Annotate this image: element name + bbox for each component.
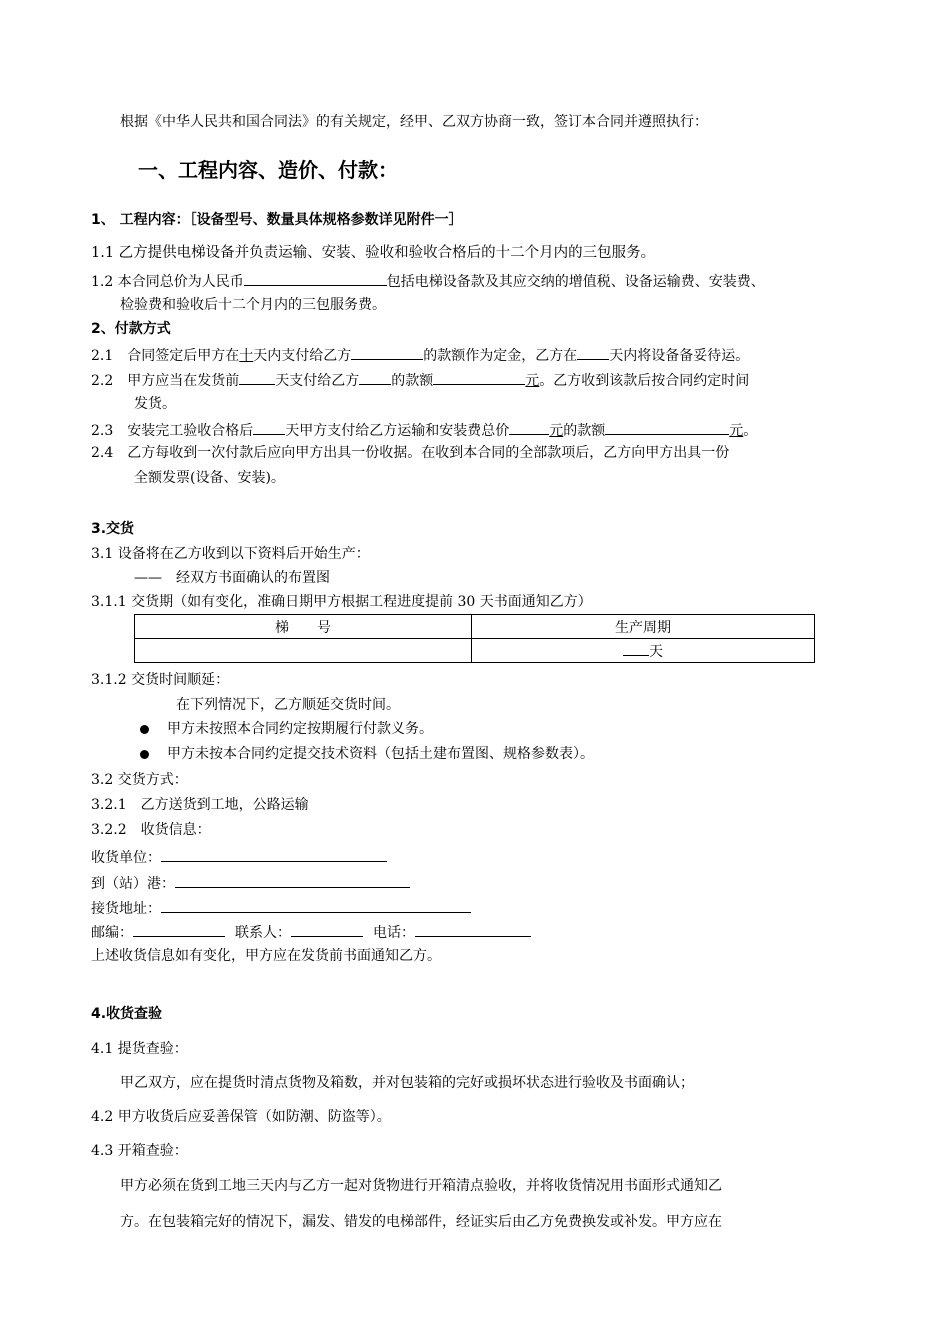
clause-3-1-item: —— 经双方书面确认的布置图: [134, 570, 330, 586]
intro-paragraph: 根据《中华人民共和国合同法》的有关规定，经甲、乙双方协商一致，签订本合同并遵照执行：: [120, 114, 708, 130]
subsection-1-title: 1、 工程内容：［设备型号、数量具体规格参数详见附件一］: [91, 212, 463, 228]
phone-label: 电话：: [373, 925, 415, 941]
clause-3-2-1: 3.2.1 乙方送货到工地，公路运输: [91, 797, 309, 813]
total-price-blank: [244, 270, 387, 286]
clause-2-2-continued: 发货。: [134, 396, 176, 412]
table-header-production-period: 生产周期: [472, 615, 815, 639]
ready-days-blank: [577, 344, 609, 360]
clause-3-1: 3.1 设备将在乙方收到以下资料后开始生产：: [91, 546, 370, 562]
clause-4-3-text-continued: 方。在包装箱完好的情况下，漏发、错发的电梯部件，经证实后由乙方免费换发或补发。甲方应在: [120, 1214, 722, 1230]
table-header-row: [135, 615, 815, 639]
clause-2-2-text-b: 天支付给乙方: [275, 373, 360, 389]
receiver-blank: [161, 846, 387, 862]
deposit-days: 十: [239, 348, 254, 364]
install-amount-blank: [605, 419, 729, 435]
clause-2-2-text-d: 。乙方收到该款后按合同约定时间: [539, 373, 750, 389]
postcode-label: 邮编：: [91, 925, 133, 941]
install-total-blank: [509, 419, 549, 435]
clause-3-1-1: 3.1.1 交货期（如有变化，准确日期甲方根据工程进度提前 30 天书面通知乙方）: [91, 594, 592, 610]
subsection-2-title: 2、付款方式: [91, 321, 171, 337]
bullet-item: [140, 719, 433, 739]
clause-2-4: 2.4 乙方每收到一次付款后应向甲方出具一份收据。在收到本合同的全部款项后，乙方向甲方出具一份: [91, 445, 730, 461]
section-4-title: 4.收货查验: [91, 1006, 163, 1022]
clause-3-1-2: 3.1.2 交货时间顺延：: [91, 672, 230, 688]
bullet-item: [140, 744, 594, 764]
address-blank: [161, 897, 471, 913]
clause-4-2: 4.2 甲方收货后应妥善保管（如防潮、防盗等）。: [91, 1109, 391, 1125]
section-3-title: 3.交货: [91, 521, 135, 537]
bullet-icon: [140, 750, 149, 759]
pre-ship-days-blank: [239, 369, 275, 385]
port-line: [91, 872, 410, 894]
clause-4-1-text: 甲乙双方，应在提货时清点货物及箱数，并对包装箱的完好或损坏状态进行验收及书面确认；: [120, 1075, 694, 1091]
bullet-icon: [140, 725, 149, 734]
phone-blank: [415, 921, 531, 937]
period-days-blank: [623, 640, 649, 656]
clause-1-1: 1.1 乙方提供电梯设备并负责运输、安装、验收和验收合格后的十二个月内的三包服务。: [91, 245, 656, 261]
table-cell-production-period: [472, 639, 815, 663]
clause-2-1-text-c: 的款额作为定金，乙方在: [423, 348, 578, 364]
clause-2-2-text-c: 的款额: [391, 373, 434, 389]
pre-ship-amount-blank: [359, 369, 391, 385]
pre-ship-unit: 元: [525, 373, 540, 389]
section-1-title: 一、工程内容、造价、付款：: [138, 158, 398, 182]
install-amount-unit: 元: [729, 423, 744, 439]
clause-2-3-text-b: 天甲方支付给乙方运输和安装费总价: [285, 423, 510, 439]
clause-3-2: 3.2 交货方式：: [91, 772, 188, 788]
clause-2-3-text-a: 2.3 安装完工验收合格后: [91, 423, 254, 439]
clause-1-2: [91, 270, 765, 292]
clause-1-2-continued: 检验费和验收后十二个月内的三包服务费。: [120, 297, 386, 313]
clause-2-3-text-d: 。: [743, 423, 758, 439]
postcode-blank: [133, 921, 225, 937]
clause-3-1-2-intro: 在下列情况下，乙方顺延交货时间。: [176, 697, 400, 713]
pre-ship-sum-blank: [433, 369, 525, 385]
contact-blank: [291, 921, 363, 937]
clause-1-2-text-a: 1.2 本合同总价为人民币: [91, 274, 244, 290]
clause-2-1-text-a: 2.1 合同签定后甲方在: [91, 348, 240, 364]
address-label: 接货地址：: [91, 901, 161, 917]
install-days-blank: [253, 419, 285, 435]
contact-label: 联系人：: [235, 925, 291, 941]
clause-3-2-2: 3.2.2 收货信息：: [91, 822, 211, 838]
clause-4-3: 4.3 开箱查验：: [91, 1143, 188, 1159]
receiver-line: [91, 846, 387, 868]
install-total-unit: 元: [549, 423, 564, 439]
deposit-amount-blank: [351, 344, 423, 360]
address-line: [91, 897, 471, 919]
contact-line: [91, 921, 531, 943]
bullet-text: 甲方未按照本合同约定按期履行付款义务。: [167, 721, 433, 737]
clause-2-3-text-c: 的款额: [563, 423, 606, 439]
clause-4-1: 4.1 提货查验：: [91, 1041, 188, 1057]
clause-2-1-text-d: 天内将设备备妥待运。: [609, 348, 750, 364]
port-label: 到（站）港：: [91, 876, 175, 892]
clause-4-3-text: 甲方必须在货到工地三天内与乙方一起对货物进行开箱清点验收，并将收货情况用书面形式通知乙: [120, 1178, 722, 1194]
clause-1-2-text-b: 包括电梯设备款及其应交纳的增值税、设备运输费、安装费、: [386, 274, 765, 290]
clause-2-4-continued: 全额发票(设备、安装)。: [134, 470, 285, 486]
port-blank: [175, 872, 410, 888]
clause-2-2: [91, 369, 749, 391]
clause-2-3: [91, 419, 757, 441]
receiver-change-notice: 上述收货信息如有变化，甲方应在发货前书面通知乙方。: [91, 948, 441, 964]
delivery-table: [134, 614, 815, 663]
clause-2-1-text-b: 天内支付给乙方: [253, 348, 352, 364]
table-row: [135, 639, 815, 663]
table-header-elevator-no: 梯 号: [135, 615, 472, 639]
clause-2-1: [91, 344, 749, 366]
period-days-unit: 天: [649, 644, 663, 660]
table-cell-elevator-no: [135, 639, 472, 663]
clause-2-2-text-a: 2.2 甲方应当在发货前: [91, 373, 240, 389]
receiver-label: 收货单位：: [91, 850, 161, 866]
bullet-text: 甲方未按本合同约定提交技术资料（包括土建布置图、规格参数表）。: [167, 746, 594, 762]
